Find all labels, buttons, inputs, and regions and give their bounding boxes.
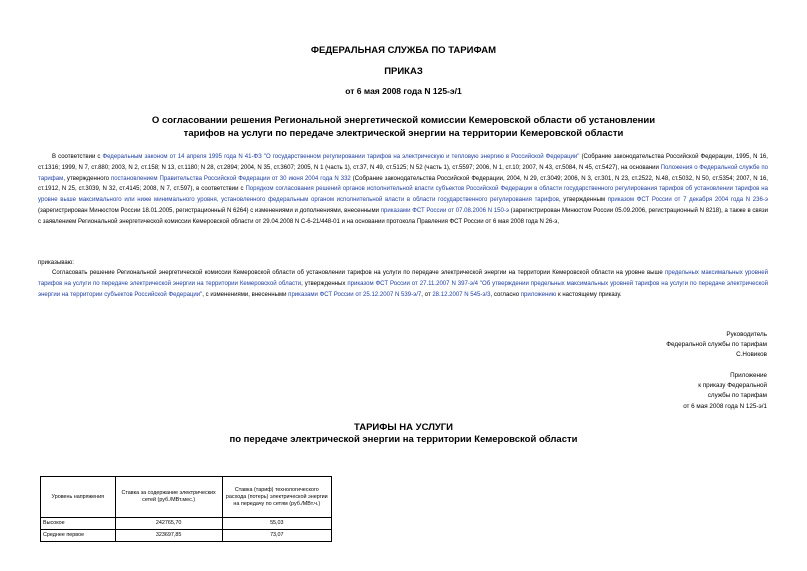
- appendix-ref-3: от 6 мая 2008 года N 125-э/1: [683, 402, 767, 410]
- column-header-loss-rate: Ставка (тариф) технологического расхода (потерь) электрической энергии на передачу по сетям (руб./МВт.ч.): [222, 477, 331, 518]
- link-government-decree[interactable]: постановлением Правительства Российской Федерации от 30 июня 2004 года N 332: [110, 175, 351, 182]
- agency-heading: ФЕДЕРАЛЬНАЯ СЛУЖБА ПО ТАРИФАМ: [310, 45, 497, 56]
- signature-position: Руководитель: [726, 331, 767, 338]
- order-text: , с изменениями, внесенными: [202, 291, 289, 298]
- column-header-maintenance-rate: Ставка за содержание электрических сетей (руб./МВт.мес.): [115, 477, 222, 518]
- document-title-line-1: О согласовании решения Региональной энергетической комиссии Кемеровской области об установлении: [151, 115, 656, 126]
- link-fst-order-397[interactable]: приказом ФСТ России от 27.11.2007 N 397-э/4 "Об утверждении предельных максимальных уровней тарифов на услуги по передаче электрической энергии на территории субъектов Российской Федерации": [38, 280, 768, 298]
- order-text: к настоящему приказу.: [556, 291, 622, 298]
- table-cell-maintenance-rate: 323697,85: [115, 530, 222, 542]
- link-appendix[interactable]: приложению: [520, 291, 557, 298]
- link-approval-procedure[interactable]: Порядком согласования решений органов исполнительной власти субъектов Российской Федерации в области государственного регулирования тарифов об установлении тарифов на уровне выше максимального или ниже минимального уровня, установленного федеральным органом исполнительной власти в области государственного регулирования тарифов: [38, 186, 768, 204]
- table-row: [41, 530, 332, 542]
- table-cell-loss-rate: 73,07: [222, 530, 331, 542]
- appendix-ref-2: службы по тарифам: [707, 392, 767, 400]
- table-cell-maintenance-rate: 242765,70: [115, 518, 222, 530]
- table-header-row: [41, 477, 332, 518]
- preamble-text: , утвержденным: [558, 197, 608, 204]
- order-text: , утвержденных: [301, 280, 348, 287]
- table-cell-loss-rate: 55,03: [222, 518, 331, 530]
- tariffs-subtitle: по передаче электрической энергии на территории Кемеровской области: [229, 434, 578, 445]
- signature-block: [666, 330, 767, 361]
- appendix-label: Приложение: [730, 372, 767, 379]
- link-max-tariff-levels[interactable]: предельных максимальных уровней тарифов на услуги по передаче электрической энергии на территории Кемеровской области: [38, 270, 768, 287]
- tariffs-title: ТАРИФЫ НА УСЛУГИ: [354, 422, 453, 433]
- document-date-number: от 6 мая 2008 года N 125-э/1: [345, 86, 462, 96]
- order-word: приказываю:: [38, 260, 74, 266]
- table-cell-voltage: Высокое: [41, 518, 116, 530]
- link-fst-order-545[interactable]: 28.12.2007 N 545-э/3: [432, 291, 491, 298]
- table-row: [41, 518, 332, 530]
- link-fst-regulation[interactable]: Положения о Федеральной службе по тарифам: [38, 164, 769, 182]
- column-header-voltage: Уровень напряжения: [41, 477, 116, 518]
- preamble-text: , утвержденного: [63, 175, 111, 182]
- link-fst-order-539[interactable]: приказами ФСТ России от 25.12.2007 N 539-э/7: [288, 291, 422, 298]
- tariff-table: [40, 476, 332, 542]
- order-paragraph: [38, 268, 768, 300]
- order-text: , согласно: [490, 291, 521, 298]
- order-text: Согласовать решение Региональной энергетической комиссии Кемеровской области об установлении тарифов на услуги по передаче электрической энергии на территории Кемеровской области на уровне выше: [52, 270, 665, 276]
- link-fst-order-236[interactable]: приказом ФСТ России от 7 декабря 2004 года N 236-э: [607, 197, 768, 204]
- link-fst-order-150[interactable]: приказами ФСТ России от 07.08.2006 N 150-э: [380, 207, 509, 214]
- preamble-text: (зарегистрирован Минюстом России 05.09.2006, регистрационный N 8218), а также в связи с заявлением Региональной энергетической комиссии Кемеровской области от 29.04.2008 N С-6-21/448-01 и на основании протокола Правления ФСТ России от 6 мая 2008 года N 26-э,: [38, 207, 768, 225]
- order-text: , от: [421, 291, 433, 298]
- table-cell-voltage: Среднее первое: [41, 530, 116, 542]
- document-title: [0, 115, 807, 140]
- signature-organization: Федеральной службы по тарифам: [666, 341, 767, 349]
- document-title-line-2: тарифов на услуги по передаче электрической энергии на территории Кемеровской области: [183, 127, 624, 139]
- preamble-text: (зарегистрирован Минюстом России 18.01.2005, регистрационный N 6264) с изменениями и дополнениями, внесенными: [38, 207, 381, 214]
- preamble-paragraph: [38, 152, 768, 228]
- document-type: ПРИКАЗ: [384, 66, 423, 77]
- appendix-ref-1: к приказу Федеральной: [698, 382, 767, 390]
- link-federal-law[interactable]: Федеральным законом от 14 апреля 1995 года N 41-ФЗ "О государственном регулировании тарифов на электрическую и тепловую энергию в Российской Федерации": [102, 154, 580, 160]
- preamble-text: (Собрание законодательства Российской Федерации, 1995, N 16, ст.1316; 1999, N 7, ст.880; 2003, N 2, ст.158; N 13, ст.1180; N 28, ст.2894; 2004, N 35, ст.3607; 2005, N 1 (часть 1), ст.37, N 49, ст.5125; N 52 (часть 1), ст.5597; 2006, N 1, ст.10; 2007, N 43, ст.5084, N 45, ст.5427), на основании: [38, 154, 768, 171]
- preamble-text: В соответствии с: [52, 154, 103, 160]
- preamble-text: (Собрание законодательства Российской Федерации, 2004, N 29, ст.3049; 2006, N 3, ст.301, N 23, ст.2522, N.48, ст.5032, N 50, ст.5354; 2007, N 16, ст.1912, N 25, ст.3039, N 32, ст.4145; 2008, N 7, ст.597), в соответствии с: [38, 175, 768, 193]
- appendix-heading: [683, 371, 767, 412]
- signature-name: С.Новиков: [736, 351, 767, 359]
